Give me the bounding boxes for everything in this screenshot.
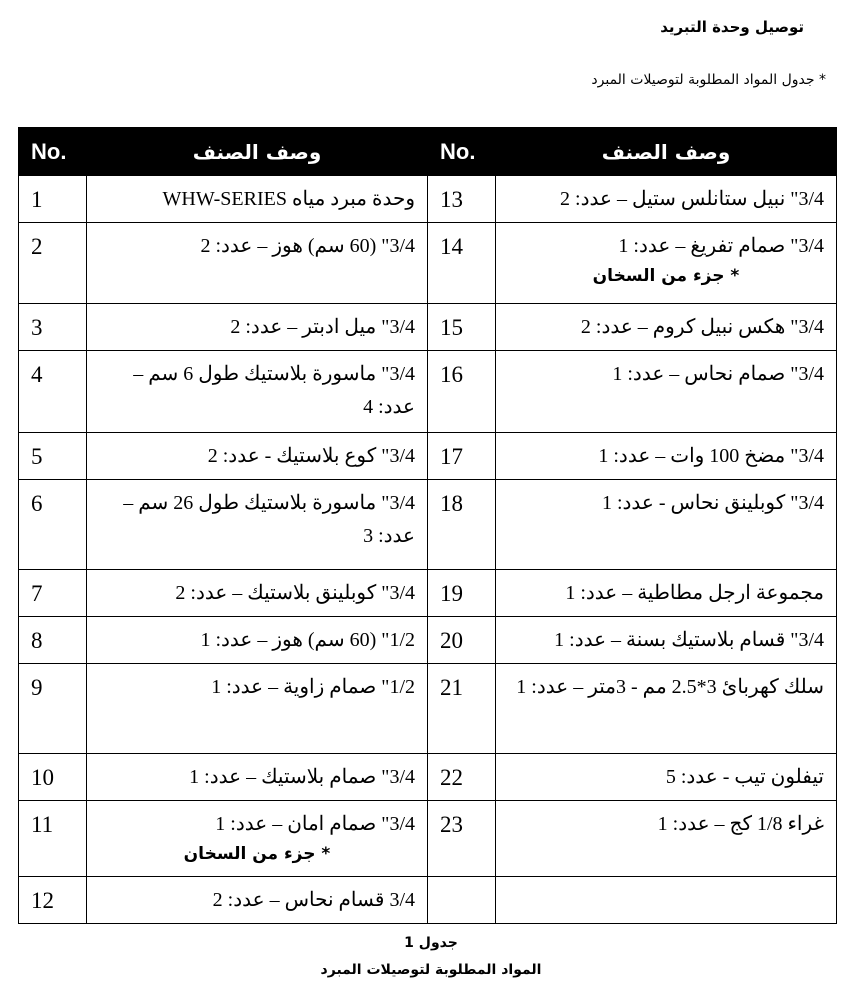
cell-description xyxy=(87,351,428,433)
cell-number xyxy=(428,304,496,351)
item-number: 19 xyxy=(440,581,463,606)
item-description: 3/4" مضخ 100 وات – عدد: 1 xyxy=(598,445,824,467)
document-title: توصيل وحدة التبريد xyxy=(660,18,804,36)
cell-number xyxy=(428,223,496,304)
item-description: 3/4" كوبلينق نحاس - عدد: 1 xyxy=(601,492,824,514)
cell-number xyxy=(428,433,496,480)
item-description: غراء 1/8 كج – عدد: 1 xyxy=(657,813,824,835)
cell-number xyxy=(19,617,87,664)
cell-number xyxy=(428,801,496,877)
item-number: 15 xyxy=(440,315,463,340)
heater-part-note: * جزء من السخان xyxy=(592,266,740,286)
item-number: 12 xyxy=(31,888,54,913)
cell-description xyxy=(87,877,428,924)
item-description: 3/4" صمام امان – عدد: 1 xyxy=(215,813,415,835)
header-no-left: No. xyxy=(428,128,496,176)
cell-number xyxy=(19,570,87,617)
item-description: 3/4" ماسورة بلاستيك طول 26 سم – عدد: 3 xyxy=(123,492,415,547)
table-row xyxy=(19,801,837,877)
cell-number xyxy=(19,176,87,223)
item-number: 4 xyxy=(31,362,43,387)
cell-description xyxy=(496,223,837,304)
materials-table xyxy=(18,127,837,924)
item-number: 17 xyxy=(440,444,463,469)
cell-number xyxy=(428,617,496,664)
item-description: 3/4" نبيل ستانلس ستيل – عدد: 2 xyxy=(560,188,824,210)
item-number: 9 xyxy=(31,675,43,700)
item-description: تيفلون تيب - عدد: 5 xyxy=(665,766,824,788)
header-no-right: No. xyxy=(19,128,87,176)
item-description: 3/4" كوبلينق بلاستيك – عدد: 2 xyxy=(175,582,415,604)
header-desc-left: وصف الصنف xyxy=(496,128,837,176)
table-header-row xyxy=(19,128,837,176)
cell-description xyxy=(496,877,837,924)
cell-description xyxy=(496,754,837,801)
cell-description xyxy=(496,304,837,351)
cell-number xyxy=(428,877,496,924)
item-number: 14 xyxy=(440,234,463,259)
cell-number xyxy=(19,664,87,754)
table-row xyxy=(19,433,837,480)
table-caption-text: المواد المطلوبة لتوصيلات المبرد xyxy=(320,962,542,978)
table-row xyxy=(19,754,837,801)
item-number: 11 xyxy=(31,812,54,837)
cell-number xyxy=(19,480,87,570)
header-desc-right: وصف الصنف xyxy=(87,128,428,176)
cell-number xyxy=(19,223,87,304)
item-description: وحدة مبرد مياه WHW-SERIES xyxy=(162,188,415,210)
table-caption-number: جدول 1 xyxy=(404,935,458,951)
table-row xyxy=(19,480,837,570)
cell-number xyxy=(428,754,496,801)
item-description: مجموعة ارجل مطاطية – عدد: 1 xyxy=(565,582,824,604)
item-description: 3/4" قسام بلاستيك بسنة – عدد: 1 xyxy=(554,629,824,651)
cell-number xyxy=(19,433,87,480)
cell-description xyxy=(87,433,428,480)
item-description: 3/4" ماسورة بلاستيك طول 6 سم – عدد: 4 xyxy=(133,363,415,418)
cell-number xyxy=(19,801,87,877)
table-row xyxy=(19,877,837,924)
cell-description xyxy=(496,351,837,433)
cell-description xyxy=(87,754,428,801)
item-number: 10 xyxy=(31,765,54,790)
table-intro: * جدول المواد المطلوبة لتوصيلات المبرد xyxy=(591,72,826,88)
table-row xyxy=(19,304,837,351)
cell-description xyxy=(87,176,428,223)
item-number: 18 xyxy=(440,491,463,516)
item-description: 3/4" (60 سم) هوز – عدد: 2 xyxy=(200,235,415,257)
cell-description xyxy=(496,480,837,570)
table-row xyxy=(19,351,837,433)
cell-description xyxy=(496,176,837,223)
cell-number xyxy=(19,351,87,433)
item-number: 6 xyxy=(31,491,43,516)
cell-number xyxy=(19,877,87,924)
item-number: 3 xyxy=(31,315,43,340)
item-description: 1/2" صمام زاوية – عدد: 1 xyxy=(211,676,415,698)
cell-description xyxy=(87,801,428,877)
item-number: 13 xyxy=(440,187,463,212)
cell-description xyxy=(496,664,837,754)
item-number: 21 xyxy=(440,675,463,700)
item-description: سلك كهربائ 3*2.5 مم - 3متر – عدد: 1 xyxy=(516,676,824,698)
table-row xyxy=(19,664,837,754)
item-description: 3/4" صمام نحاس – عدد: 1 xyxy=(612,363,824,385)
cell-number xyxy=(428,664,496,754)
cell-number xyxy=(428,570,496,617)
cell-description xyxy=(87,480,428,570)
item-description: 3/4" صمام بلاستيك – عدد: 1 xyxy=(189,766,415,788)
item-description: 3/4" كوع بلاستيك - عدد: 2 xyxy=(207,445,415,467)
cell-description xyxy=(496,433,837,480)
item-description: 3/4" ميل ادبتر – عدد: 2 xyxy=(230,316,415,338)
item-description: 1/2" (60 سم) هوز – عدد: 1 xyxy=(200,629,415,651)
table-row xyxy=(19,570,837,617)
item-description: 3/4" هكس نبيل كروم – عدد: 2 xyxy=(580,316,824,338)
item-number: 8 xyxy=(31,628,43,653)
cell-number xyxy=(19,754,87,801)
cell-description xyxy=(496,617,837,664)
cell-number xyxy=(19,304,87,351)
cell-description xyxy=(87,304,428,351)
item-number: 7 xyxy=(31,581,43,606)
cell-description xyxy=(496,801,837,877)
table-row xyxy=(19,223,837,304)
cell-description xyxy=(87,664,428,754)
cell-description xyxy=(87,570,428,617)
cell-description xyxy=(87,223,428,304)
cell-description xyxy=(87,617,428,664)
item-number: 5 xyxy=(31,444,43,469)
item-description: 3/4 قسام نحاس – عدد: 2 xyxy=(212,889,415,911)
table-row xyxy=(19,617,837,664)
cell-description xyxy=(496,570,837,617)
table-row xyxy=(19,176,837,223)
cell-number xyxy=(428,351,496,433)
item-number: 1 xyxy=(31,187,43,212)
item-number: 20 xyxy=(440,628,463,653)
item-number: 22 xyxy=(440,765,463,790)
heater-part-note: * جزء من السخان xyxy=(183,844,331,864)
item-number: 2 xyxy=(31,234,43,259)
item-number: 16 xyxy=(440,362,463,387)
item-description: 3/4" صمام تفريغ – عدد: 1 xyxy=(618,235,824,257)
cell-number xyxy=(428,176,496,223)
cell-number xyxy=(428,480,496,570)
item-number: 23 xyxy=(440,812,463,837)
